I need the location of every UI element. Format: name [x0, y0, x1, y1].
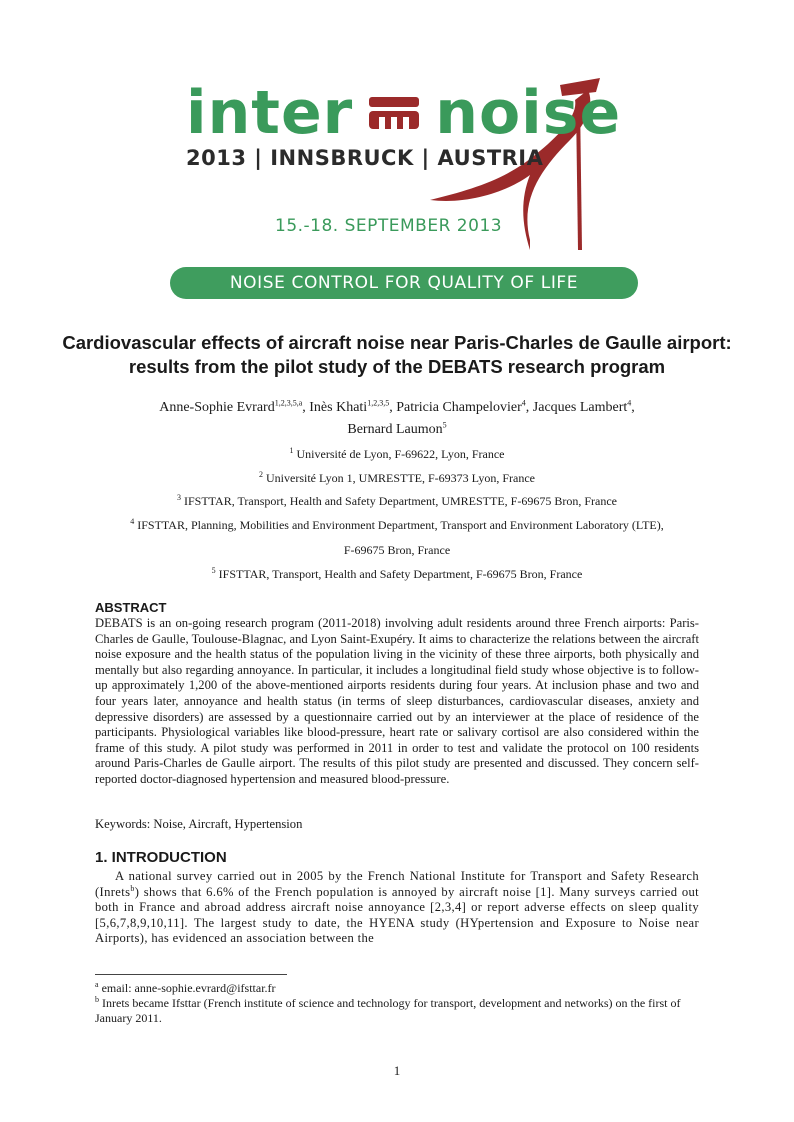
author-separator: , — [525, 400, 533, 415]
affiliation — [60, 446, 734, 462]
affiliation — [60, 470, 734, 486]
affiliation-text: IFSTTAR, Transport, Health and Safety Department, F-69675 Bron, France — [215, 567, 583, 581]
author-separator: , — [389, 400, 397, 415]
footnote — [95, 981, 707, 996]
footnote — [95, 996, 707, 1026]
author-name: Inès Khati — [309, 400, 368, 415]
author-name: Bernard Laumon — [347, 422, 443, 437]
footnote-divider — [95, 974, 287, 975]
conference-banner — [0, 0, 794, 310]
footnote-ref: b — [130, 883, 135, 893]
intro-text-part: ) shows that 6.6% of the French population is annoyed by aircraft noise [1]. Many surveys carried out both in France and abroad address aircraft noise annoyance [2,3,4] or report adverse effects on sleep quality [5,6,7,8,9,10,11]. The largest study to date, the HYENA study (HYpertension and Exposure to Noise near Airports), has evidenced an association between the — [95, 884, 699, 946]
affiliation-mark: 2 — [259, 470, 263, 479]
conference-logo — [186, 78, 621, 148]
keywords: Keywords: Noise, Aircraft, Hypertension — [95, 817, 303, 831]
author-name: Patricia Champelovier — [396, 400, 522, 415]
affiliation — [60, 566, 734, 582]
introduction-text — [95, 869, 699, 947]
author-separator: , — [631, 400, 635, 415]
author-name: Jacques Lambert — [532, 400, 628, 415]
author-separator: , — [302, 400, 310, 415]
conference-dates: 15.-18. SEPTEMBER 2013 — [275, 216, 503, 236]
brand-word-noise: noise — [435, 78, 622, 148]
author-affiliation-marks: 1,2,3,5,a — [274, 398, 303, 408]
author-name: Anne-Sophie Evrard — [159, 400, 275, 415]
affiliation-mark: 3 — [177, 493, 181, 502]
affiliation-text: IFSTTAR, Planning, Mobilities and Environment Department, Transport and Environment Laboratory (LTE), — [134, 518, 664, 532]
author-affiliation-marks: 1,2,3,5 — [367, 398, 390, 408]
footnote-mark: b — [95, 995, 99, 1004]
affiliation-continuation: F-69675 Bron, France — [343, 543, 451, 557]
tyrol-emblem-icon — [367, 93, 421, 133]
author-list — [60, 397, 734, 441]
affiliation-mark: 4 — [130, 517, 135, 526]
footnote-text: Inrets became Ifsttar (French institute of science and technology for transport, development and networks) on the first of January 2011. — [95, 996, 681, 1025]
affiliation-mark: 1 — [289, 446, 294, 455]
paper-title: Cardiovascular effects of aircraft noise near Paris-Charles de Gaulle airport: results from the pilot study of the DEBATS research program — [62, 332, 732, 377]
author-affiliation-marks: 4 — [521, 398, 526, 408]
footnote-text: email: anne-sophie.evrard@ifsttar.fr — [98, 981, 276, 995]
author-affiliation-marks: 5 — [442, 420, 447, 430]
intro-text-part: A national survey carried out in 2005 by the French National Institute for Transport and Safety Research (Inrets — [95, 869, 699, 899]
author-affiliation-marks: 4 — [627, 398, 632, 408]
abstract-text: DEBATS is an on-going research program (2011-2018) involving adult residents around three French airports: Paris-Charles de Gaulle, Toulouse-Blagnac, and Lyon Saint-Exupéry. It aims to characterize the relations between the aircraft noise exposure and the health status of the population living in the vicinity of these three airports, both physically and mentally but also regarding annoyance. In particular, it includes a longitudinal field study whose objective is to follow-up approximately 1,200 of the above-mentioned airports residents during four years. At inclusion phase and two and four years later, annoyance and health status (in terms of sleep disturbances, cardiovascular diseases, anxiety and depressive disorders) are assessed by a questionnaire carried out by an interviewer at the place of residence of the participants. Physiological variables like blood-pressure, heart rate or salivary cortisol are also considered within the frame of this study. A pilot study was performed in 2011 in order to test and validate the protocol on 100 residents around Paris-Charles de Gaulle airport. The results of this pilot study are presented and discussed. They concern self-reported doctor-diagnosed hypertension and measured blood-pressure. — [95, 616, 699, 786]
conference-edition: 2013 | INNSBRUCK | AUSTRIA — [186, 146, 544, 170]
motto-banner — [170, 267, 638, 299]
affiliation-text: IFSTTAR, Transport, Health and Safety Department, UMRESTTE, F-69675 Bron, France — [181, 494, 617, 508]
affiliation — [60, 493, 734, 509]
brand-word-inter: inter — [186, 78, 354, 148]
affiliation-mark: 5 — [211, 566, 216, 575]
affiliation — [60, 517, 734, 533]
affiliation-text: Université de Lyon, F-69622, Lyon, France — [293, 447, 505, 461]
page-number: 1 — [393, 1063, 401, 1078]
abstract-heading: ABSTRACT — [95, 600, 167, 615]
footnote-mark: a — [95, 980, 99, 989]
motto-text: NOISE CONTROL FOR QUALITY OF LIFE — [229, 273, 579, 293]
introduction-heading: 1. INTRODUCTION — [95, 849, 227, 866]
affiliation-text: Université Lyon 1, UMRESTTE, F-69373 Lyon, France — [263, 471, 535, 485]
